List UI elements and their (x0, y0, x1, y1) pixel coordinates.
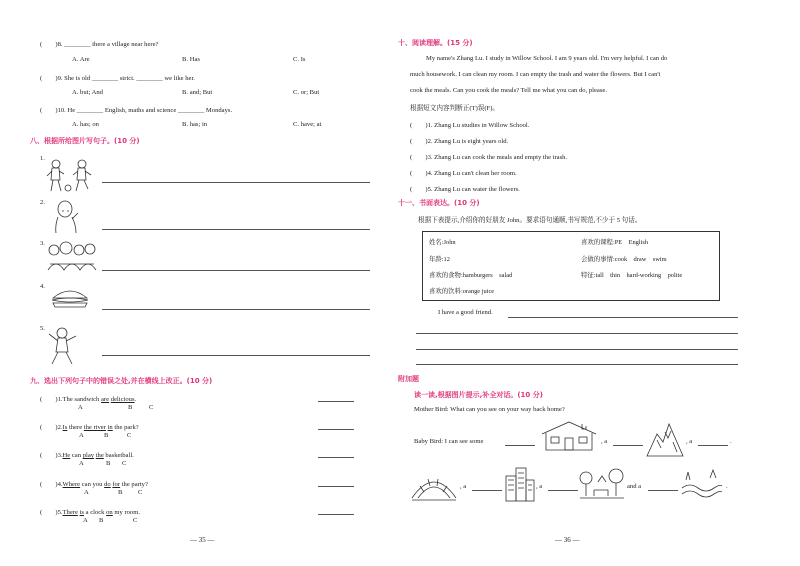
comma-a: , a (460, 483, 467, 490)
mc-option-c: C. have; at (293, 121, 322, 128)
mc-question-8: ( )8. ________ there a village near here? (40, 41, 159, 48)
section-9-title: 九、选出下列句子中的错误之处,并在横线上改正。(10 分) (30, 377, 213, 385)
table-cell-can-do: 会做的事情:cook draw swim (581, 256, 667, 263)
bald-man-illustration (52, 199, 82, 233)
blank-line[interactable] (698, 445, 728, 446)
bonus-subtitle: 读一读,根据图片提示,补全对话。(10 分) (414, 391, 543, 399)
table-cell-course: 喜欢的课程:PE English (581, 239, 649, 246)
kids-playing-football-illustration (46, 158, 96, 194)
tf-item: ( )5. Zhang Lu can water the flowers. (410, 186, 520, 193)
blank-line[interactable] (613, 445, 643, 446)
answer-line[interactable] (102, 309, 370, 310)
mc-option-c: C. or; But (293, 89, 320, 96)
mc-option-a: A. Are (72, 56, 90, 63)
answer-line[interactable] (102, 229, 370, 230)
correction-line[interactable] (318, 457, 354, 458)
comma-end: . (730, 438, 732, 445)
table-cell-traits: 特征:tall thin hard-working polite (581, 272, 683, 279)
correction-line[interactable] (318, 486, 354, 487)
writing-line[interactable] (508, 317, 738, 318)
section-8-title: 八、根据所给图片写句子。(10 分) (30, 137, 140, 145)
comma-a: , a (601, 438, 608, 445)
mc-question-10: ( )10. He ________ English, maths and science ________ Mondays. (40, 107, 233, 114)
item-number: 5. (40, 325, 45, 332)
mc-option-a: A. has; on (72, 121, 99, 128)
mc-option-b: B. and; But (182, 89, 213, 96)
blank-line[interactable] (505, 445, 535, 446)
answer-line[interactable] (102, 270, 370, 271)
passage-line: much housework. I can clean my room. I can empty the trash and water the flowers. But I can't (410, 71, 661, 78)
section-10-title: 十、阅读理解。(15 分) (398, 39, 473, 47)
correction-line[interactable] (318, 514, 354, 515)
item-number: 4. (40, 283, 45, 290)
tf-item: ( )4. Zhang Lu can't clean her room. (410, 170, 517, 177)
error-sentence-5: ( )5.There is a clock on my room. (40, 509, 141, 516)
tf-instruction: 根据短文内容判断正(T)误(F)。 (410, 105, 500, 112)
blank-line[interactable] (472, 490, 502, 491)
section-11-title: 十一、书面表达。(10 分) (398, 199, 480, 207)
house-illustration (538, 420, 600, 452)
correction-line[interactable] (318, 401, 354, 402)
table-cell-food: 喜欢的食物:hamburgers salad (429, 272, 513, 279)
tf-item: ( )1. Zhang Lu studies in Willow School. (410, 122, 530, 129)
mc-option-a: A. but; And (72, 89, 103, 96)
passage-line: cook the meals. Can you cook the meals? Tell me what you can do, please. (410, 87, 607, 94)
buildings-illustration (504, 466, 536, 502)
correction-line[interactable] (318, 429, 354, 430)
sandwich-illustration (50, 286, 90, 308)
writing-line[interactable] (416, 349, 738, 350)
tf-item: ( )3. Zhang Lu can cook the meals and empty the trash. (410, 154, 568, 161)
bridge-illustration (410, 466, 458, 502)
writing-line[interactable] (416, 333, 738, 334)
tf-item: ( )2. Zhang Lu is eight years old. (410, 138, 509, 145)
writing-instruction: 根据下表提示,介绍你的好朋友 John。要求语句通顺,书写规范,不少于 5 句话。 (418, 217, 642, 224)
blank-line[interactable] (548, 490, 578, 491)
item-number: 2. (40, 199, 45, 206)
mc-option-b: B. Has (182, 56, 200, 63)
boy-swimming-illustration (46, 326, 80, 366)
writing-start: I have a good friend. (438, 309, 493, 316)
page-number: — 35 — (190, 536, 215, 544)
bonus-title: 附加题 (398, 375, 419, 383)
error-sentence-3: ( )3.He can play the basketball. (40, 452, 134, 459)
page-number: — 36 — (555, 536, 580, 544)
answer-line[interactable] (102, 182, 370, 183)
flowers-illustration (46, 240, 98, 272)
mountain-illustration (645, 418, 685, 458)
blank-line[interactable] (648, 490, 678, 491)
river-illustration (680, 468, 724, 500)
park-illustration (578, 466, 626, 502)
mc-option-c: C. Is (293, 56, 306, 63)
table-cell-drink: 喜欢的饮料:orange juice (429, 288, 495, 295)
writing-line[interactable] (416, 364, 738, 365)
period: . (726, 483, 728, 490)
table-cell-name: 姓名:John (429, 239, 456, 246)
item-number: 3. (40, 240, 45, 247)
error-sentence-2: ( )2.Is there the river in the park? (40, 424, 139, 431)
item-number: 1. (40, 155, 45, 162)
comma-a: , a (536, 483, 543, 490)
error-sentence-1: ( )1.The sandwich are delicious. (40, 396, 137, 403)
comma-a: , a (686, 438, 693, 445)
baby-bird-line: Baby Bird: I can see some (414, 438, 484, 445)
passage-line: My name's Zhang Lu. I study in Willow School. I am 9 years old. I'm very helpful. I can do (426, 55, 668, 62)
friend-info-table (422, 231, 720, 301)
mother-bird-line: Mother Bird: What can you see on your way back home? (414, 406, 565, 413)
error-sentence-4: ( )4.Where can you do for the party? (40, 481, 148, 488)
answer-line[interactable] (102, 355, 370, 356)
table-cell-age: 年龄:12 (429, 256, 450, 263)
and-a: and a (627, 483, 642, 490)
mc-question-9: ( )9. She is old ________ strict. ________ we like her. (40, 75, 195, 82)
mc-option-b: B. has; in (182, 121, 208, 128)
